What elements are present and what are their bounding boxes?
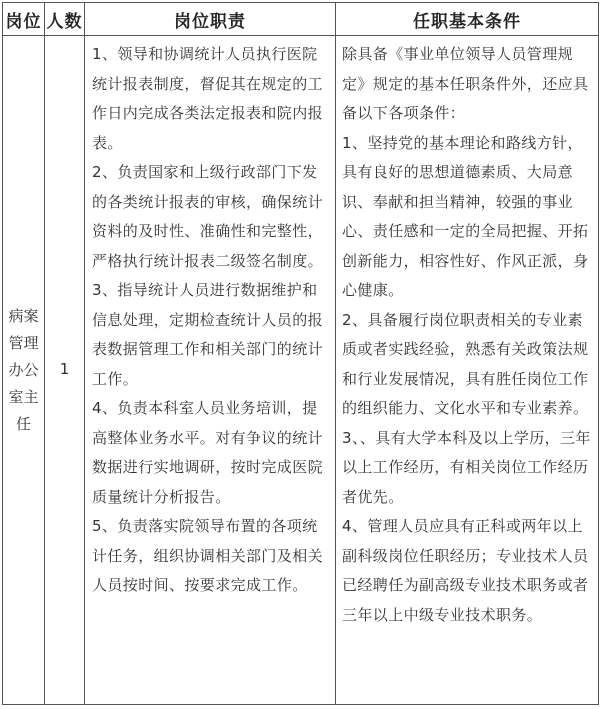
requirement-item: 1、坚持党的基本理论和路线方针，具有良好的思想道德素质、大局意识、奉献和担当精神，较强的事业心、责任感和一定的全局把握、开拓创新能力，相容性好、作风正派，身心健康。: [342, 133, 589, 299]
header-post: 岗位: [3, 3, 45, 36]
requirement-item: 4、管理人员应具有正科或两年以上副科级岗位任职经历；专业技术人员已经聘任为副高级专业技术职务或者三年以上中级专业技术职务。: [342, 517, 589, 624]
header-requirements: 任职基本条件: [336, 3, 599, 36]
header-count: 人数: [45, 3, 85, 36]
job-table: [2, 2, 599, 705]
headcount-cell: 1: [45, 36, 85, 705]
header-duties: 岗位职责: [85, 3, 336, 36]
requirement-item: 除具备《事业单位领导人员管理规定》规定的基本任职条件外，还应具备以下各项条件：: [342, 45, 589, 122]
duties-cell: [85, 36, 336, 705]
table-row: [3, 36, 599, 705]
duty-item: 1、领导和协调统计人员执行医院统计报表制度，督促其在规定的工作日内完成各类法定报表和院内报表。: [92, 45, 324, 152]
requirements-cell: [336, 36, 599, 705]
post-title-cell: 病案管理办公室主任: [3, 36, 45, 705]
duty-item: 2、负责国家和上级行政部门下发的各类统计报表的审核，确保统计资料的及时性、准确性和完整性，严格执行统计报表二级签名制度。: [92, 163, 324, 270]
duty-item: 3、指导统计人员进行数据维护和信息处理，定期检查统计人员的报表数据管理工作和相关部门的统计工作。: [92, 281, 324, 388]
duty-item: 4、负责本科室人员业务培训，提高整体业务水平。对有争议的统计数据进行实地调研，按时完成医院质量统计分析报告。: [92, 399, 324, 506]
job-requirements-document: [2, 2, 599, 705]
requirement-item: 2、具备履行岗位职责相关的专业素质或者实践经验，熟悉有关政策法规和行业发展情况，具有胜任岗位工作的组织能力、文化水平和专业素养。: [342, 310, 589, 417]
table-header-row: [3, 3, 599, 36]
duty-item: 5、负责落实院领导布置的各项统计任务，组织协调相关部门及相关人员按时间、按要求完成工作。: [92, 517, 324, 594]
requirement-item: 3、、具有大学本科及以上学历，三年以上工作经历，有相关岗位工作经历者优先。: [342, 428, 591, 506]
